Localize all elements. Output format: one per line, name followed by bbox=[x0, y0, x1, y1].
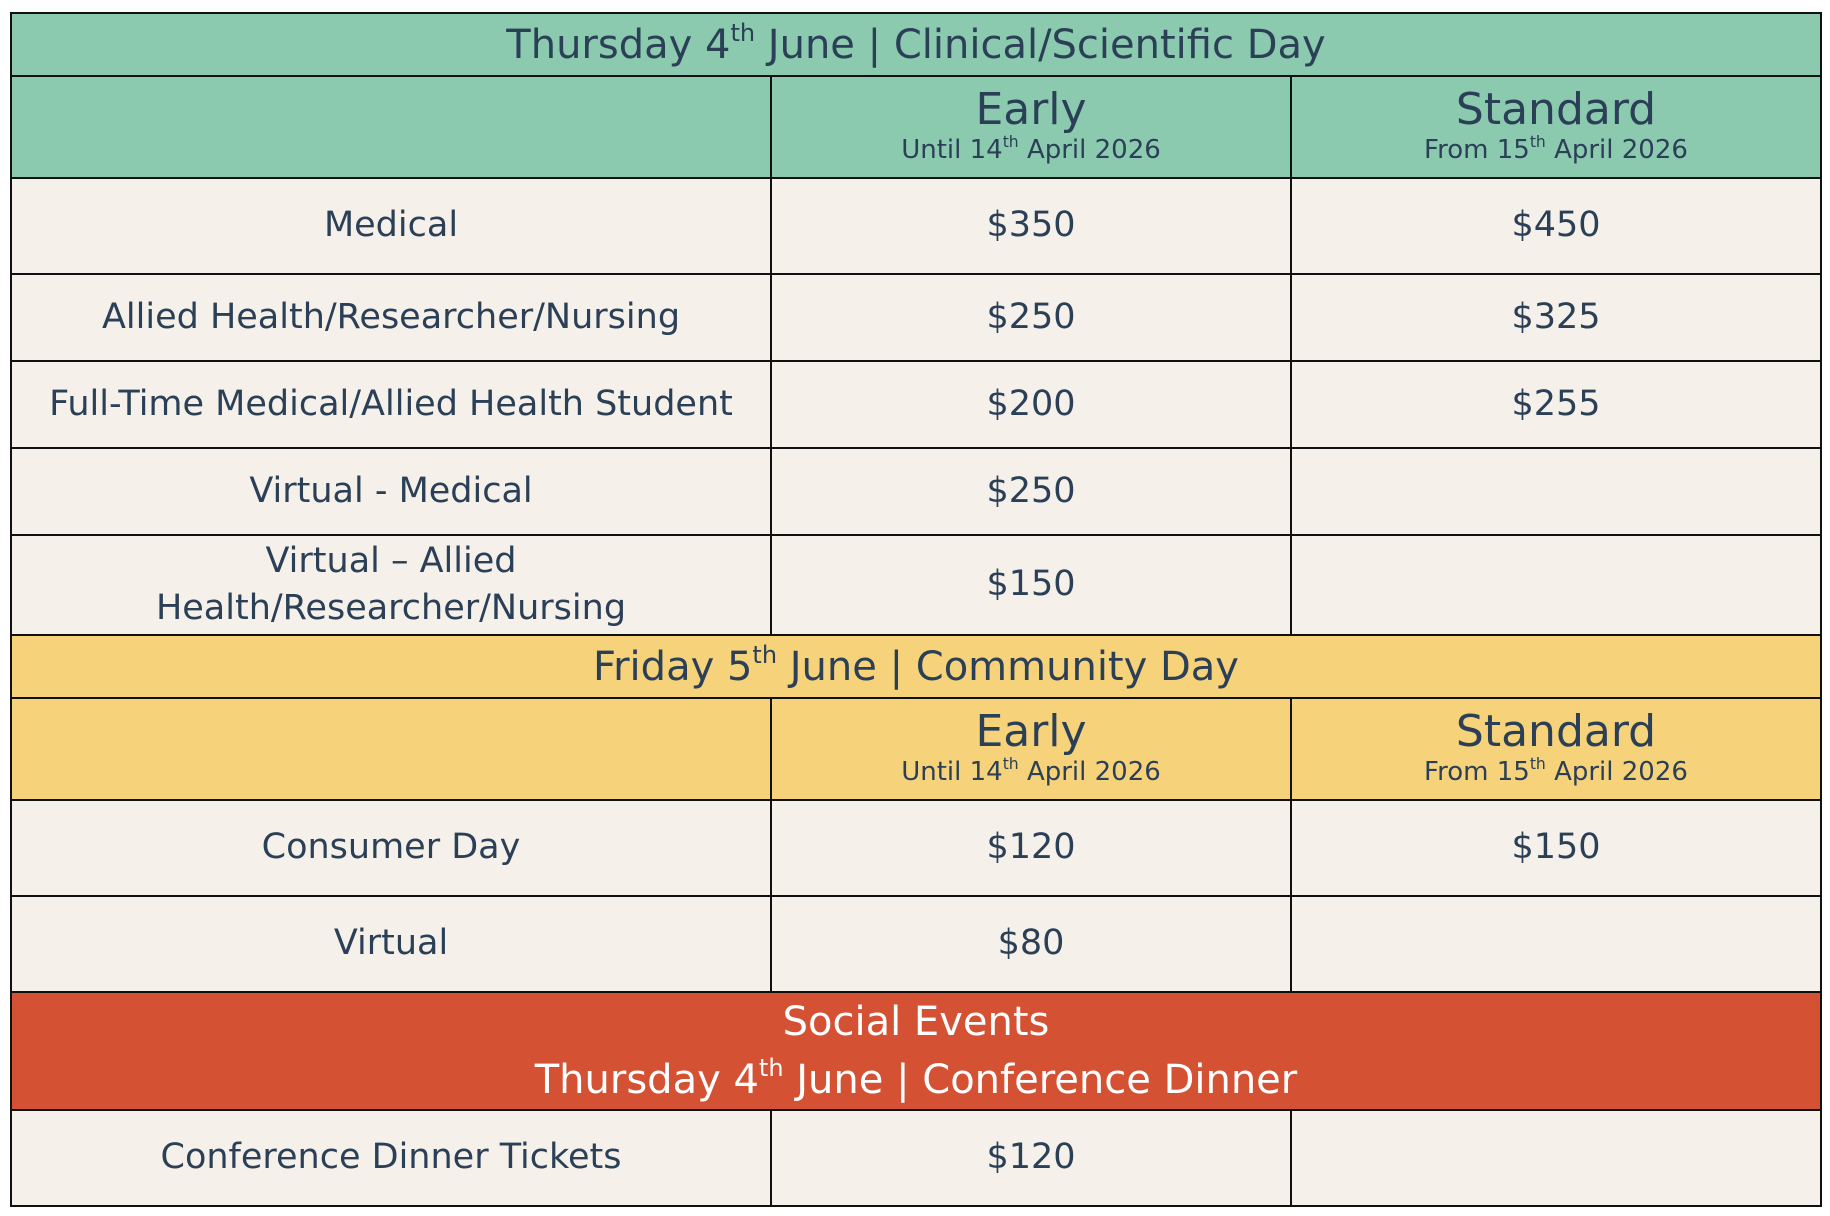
community-title-rest: June | Community Day bbox=[777, 643, 1239, 690]
table-row bbox=[11, 274, 1821, 361]
standard-date: From 15th April 2026 bbox=[1424, 755, 1688, 788]
standard-price-cell: $255 bbox=[1291, 361, 1821, 448]
standard-date: From 15th April 2026 bbox=[1424, 133, 1688, 166]
table-row bbox=[11, 896, 1821, 992]
early-price-cell: $250 bbox=[771, 448, 1291, 535]
clinical-title-sup: th bbox=[730, 18, 756, 47]
community-title-sup: th bbox=[752, 640, 778, 669]
community-early-header bbox=[771, 698, 1291, 800]
community-section-header bbox=[11, 635, 1821, 698]
standard-label: Standard bbox=[1455, 705, 1657, 757]
standard-price-cell: $450 bbox=[1291, 178, 1821, 274]
early-price-cell: $150 bbox=[771, 535, 1291, 635]
early-price-cell: $200 bbox=[771, 361, 1291, 448]
category-cell: Virtual bbox=[11, 896, 771, 992]
community-column-headers bbox=[11, 698, 1821, 800]
category-cell: Virtual – Allied Health/Researcher/Nursing bbox=[11, 535, 771, 635]
social-title-line2: Thursday 4th June | Conference Dinner bbox=[534, 1054, 1298, 1103]
clinical-title-text: Thursday 4 bbox=[506, 21, 731, 68]
clinical-title bbox=[11, 13, 1821, 76]
social-title bbox=[11, 992, 1821, 1110]
table-row bbox=[11, 535, 1821, 635]
community-title bbox=[11, 635, 1821, 698]
category-cell: Conference Dinner Tickets bbox=[11, 1110, 771, 1206]
early-date: Until 14th April 2026 bbox=[901, 133, 1161, 166]
table-row bbox=[11, 1110, 1821, 1206]
early-date: Until 14th April 2026 bbox=[901, 755, 1161, 788]
social-section-header bbox=[11, 992, 1821, 1110]
community-blank-header bbox=[11, 698, 771, 800]
category-cell: Allied Health/Researcher/Nursing bbox=[11, 274, 771, 361]
category-cell: Medical bbox=[11, 178, 771, 274]
table-row bbox=[11, 800, 1821, 896]
standard-price-cell: $150 bbox=[1291, 800, 1821, 896]
clinical-title-rest: June | Clinical/Scientific Day bbox=[755, 21, 1326, 68]
standard-price-cell: $325 bbox=[1291, 274, 1821, 361]
table-row bbox=[11, 448, 1821, 535]
clinical-section-header bbox=[11, 13, 1821, 76]
community-title-text: Friday 5 bbox=[593, 643, 753, 690]
community-standard-header bbox=[1291, 698, 1821, 800]
category-cell: Full-Time Medical/Allied Health Student bbox=[11, 361, 771, 448]
standard-price-cell bbox=[1291, 448, 1821, 535]
category-cell: Virtual - Medical bbox=[11, 448, 771, 535]
table-row bbox=[11, 361, 1821, 448]
early-price-cell: $120 bbox=[771, 1110, 1291, 1206]
standard-price-cell bbox=[1291, 896, 1821, 992]
clinical-early-header bbox=[771, 76, 1291, 178]
standard-price-cell bbox=[1291, 535, 1821, 635]
clinical-standard-header bbox=[1291, 76, 1821, 178]
registration-pricing-table bbox=[10, 12, 1822, 1207]
clinical-blank-header bbox=[11, 76, 771, 178]
early-label: Early bbox=[975, 705, 1087, 757]
standard-label: Standard bbox=[1455, 83, 1657, 135]
table-row bbox=[11, 178, 1821, 274]
early-price-cell: $250 bbox=[771, 274, 1291, 361]
early-price-cell: $80 bbox=[771, 896, 1291, 992]
social-title-line1: Social Events bbox=[782, 999, 1050, 1045]
early-label: Early bbox=[975, 83, 1087, 135]
early-price-cell: $120 bbox=[771, 800, 1291, 896]
clinical-column-headers bbox=[11, 76, 1821, 178]
standard-price-cell bbox=[1291, 1110, 1821, 1206]
early-price-cell: $350 bbox=[771, 178, 1291, 274]
category-cell: Consumer Day bbox=[11, 800, 771, 896]
